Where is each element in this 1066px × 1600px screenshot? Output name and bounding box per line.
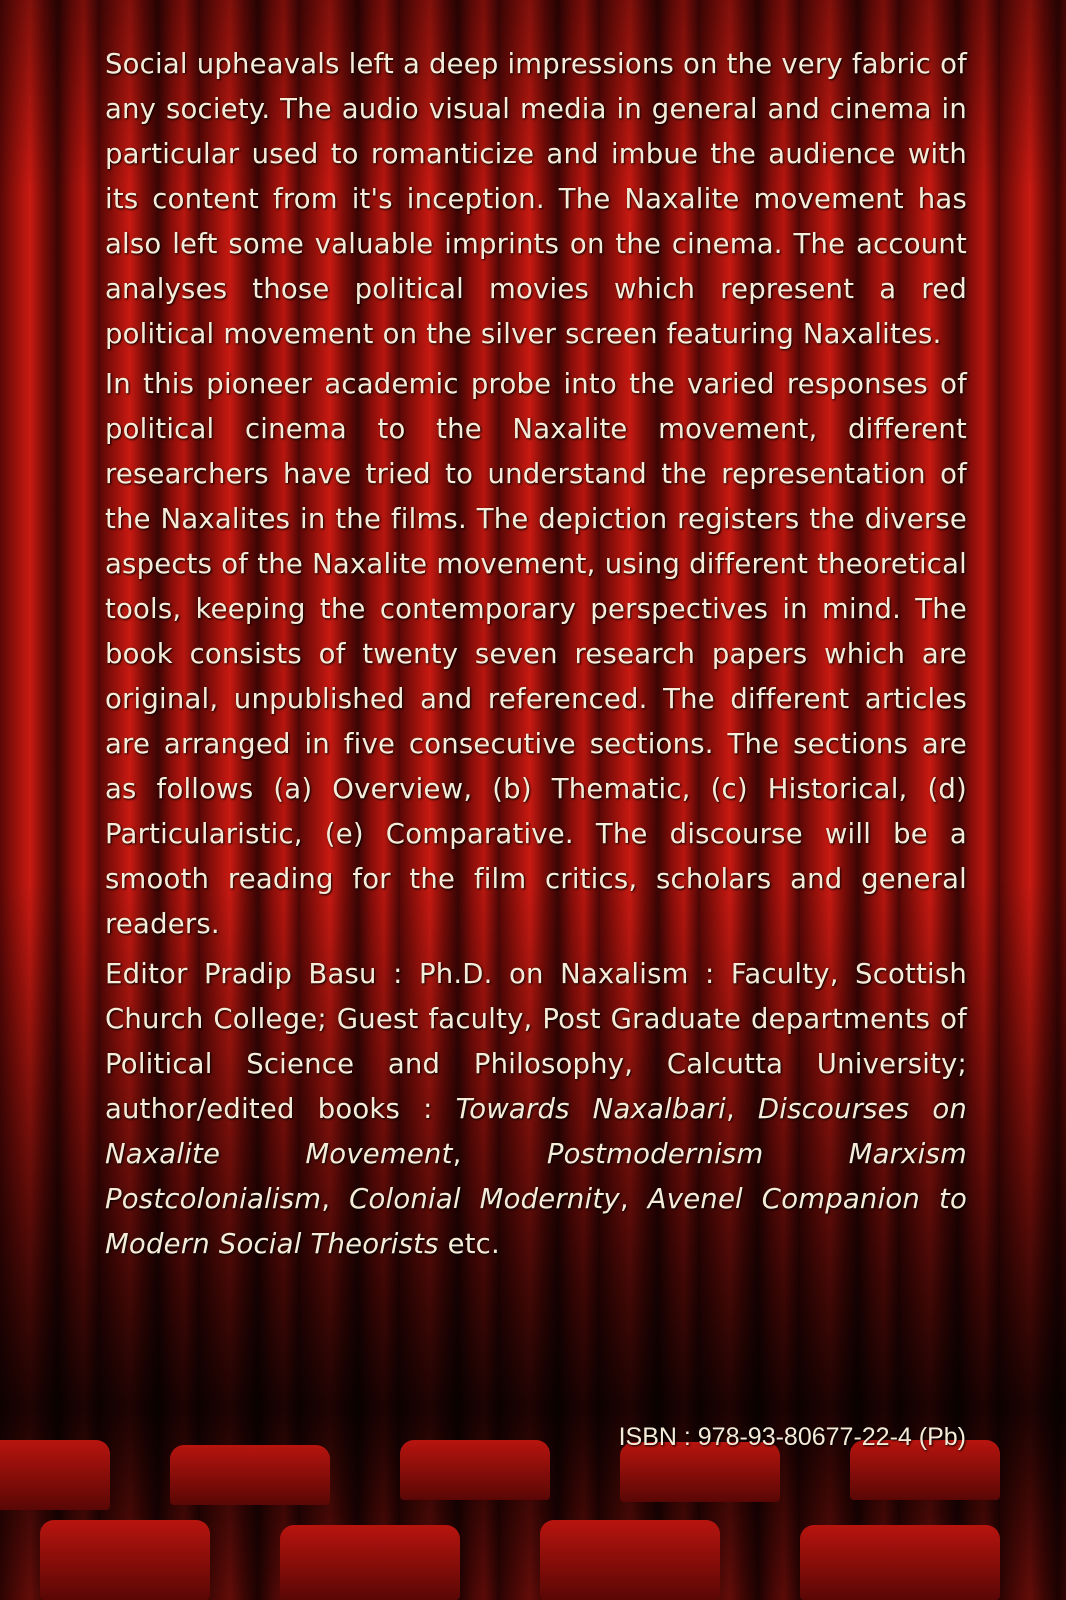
editor-ending: etc. [438, 1228, 500, 1260]
back-cover-blurb [105, 42, 967, 1272]
separator: , [619, 1183, 648, 1215]
book-title: Towards Naxalbari [455, 1093, 726, 1125]
separator: , [321, 1183, 350, 1215]
separator: , [725, 1093, 758, 1125]
book-title: Avenel Companion to Modern Social Theorists [105, 1183, 967, 1260]
separator: , [452, 1138, 547, 1170]
book-title: Discourses on Naxalite Movement [105, 1093, 968, 1170]
book-title: Colonial Modernity [349, 1183, 620, 1215]
blurb-paragraph-2: In this pioneer academic probe into the varied responses of political cinema to the Naxalite movement, different researchers have tried to understand the representation of the Naxalites in the films. The depiction registers the diverse aspects of the Naxalite movement, using different theoretical tools, keeping the contemporary perspectives in mind. The book consists of twenty seven research papers which are original, unpublished and referenced. The different articles are arranged in five consecutive sections. The sections are as follows (a) Overview, (b) Thematic, (c) Historical, (d) Particularistic, (e) Comparative. The discourse will be a smooth reading for the film critics, scholars and general readers. [105, 368, 967, 940]
book-title: Postmodernism Marxism Postcolonialism [105, 1138, 967, 1215]
blurb-paragraph-1: Social upheavals left a deep impressions on the very fabric of any society. The audio visual media in general and cinema in particular used to romanticize and imbue the audience with its content from it's inception. The Naxalite movement has also left some valuable imprints on the cinema. The account analyses those political movies which represent a red political movement on the silver screen featuring Naxalites. [105, 48, 967, 350]
editor-bio [105, 952, 967, 1267]
isbn: ISBN : 978-93-80677-22-4 (Pb) [618, 1423, 966, 1451]
editor-intro: Editor Pradip Basu : Ph.D. on Naxalism : Faculty, Scottish Church College; Guest faculty, Post Graduate departments of Political Science and Philosophy, Calcutta University; author/edited books : [105, 958, 967, 1125]
